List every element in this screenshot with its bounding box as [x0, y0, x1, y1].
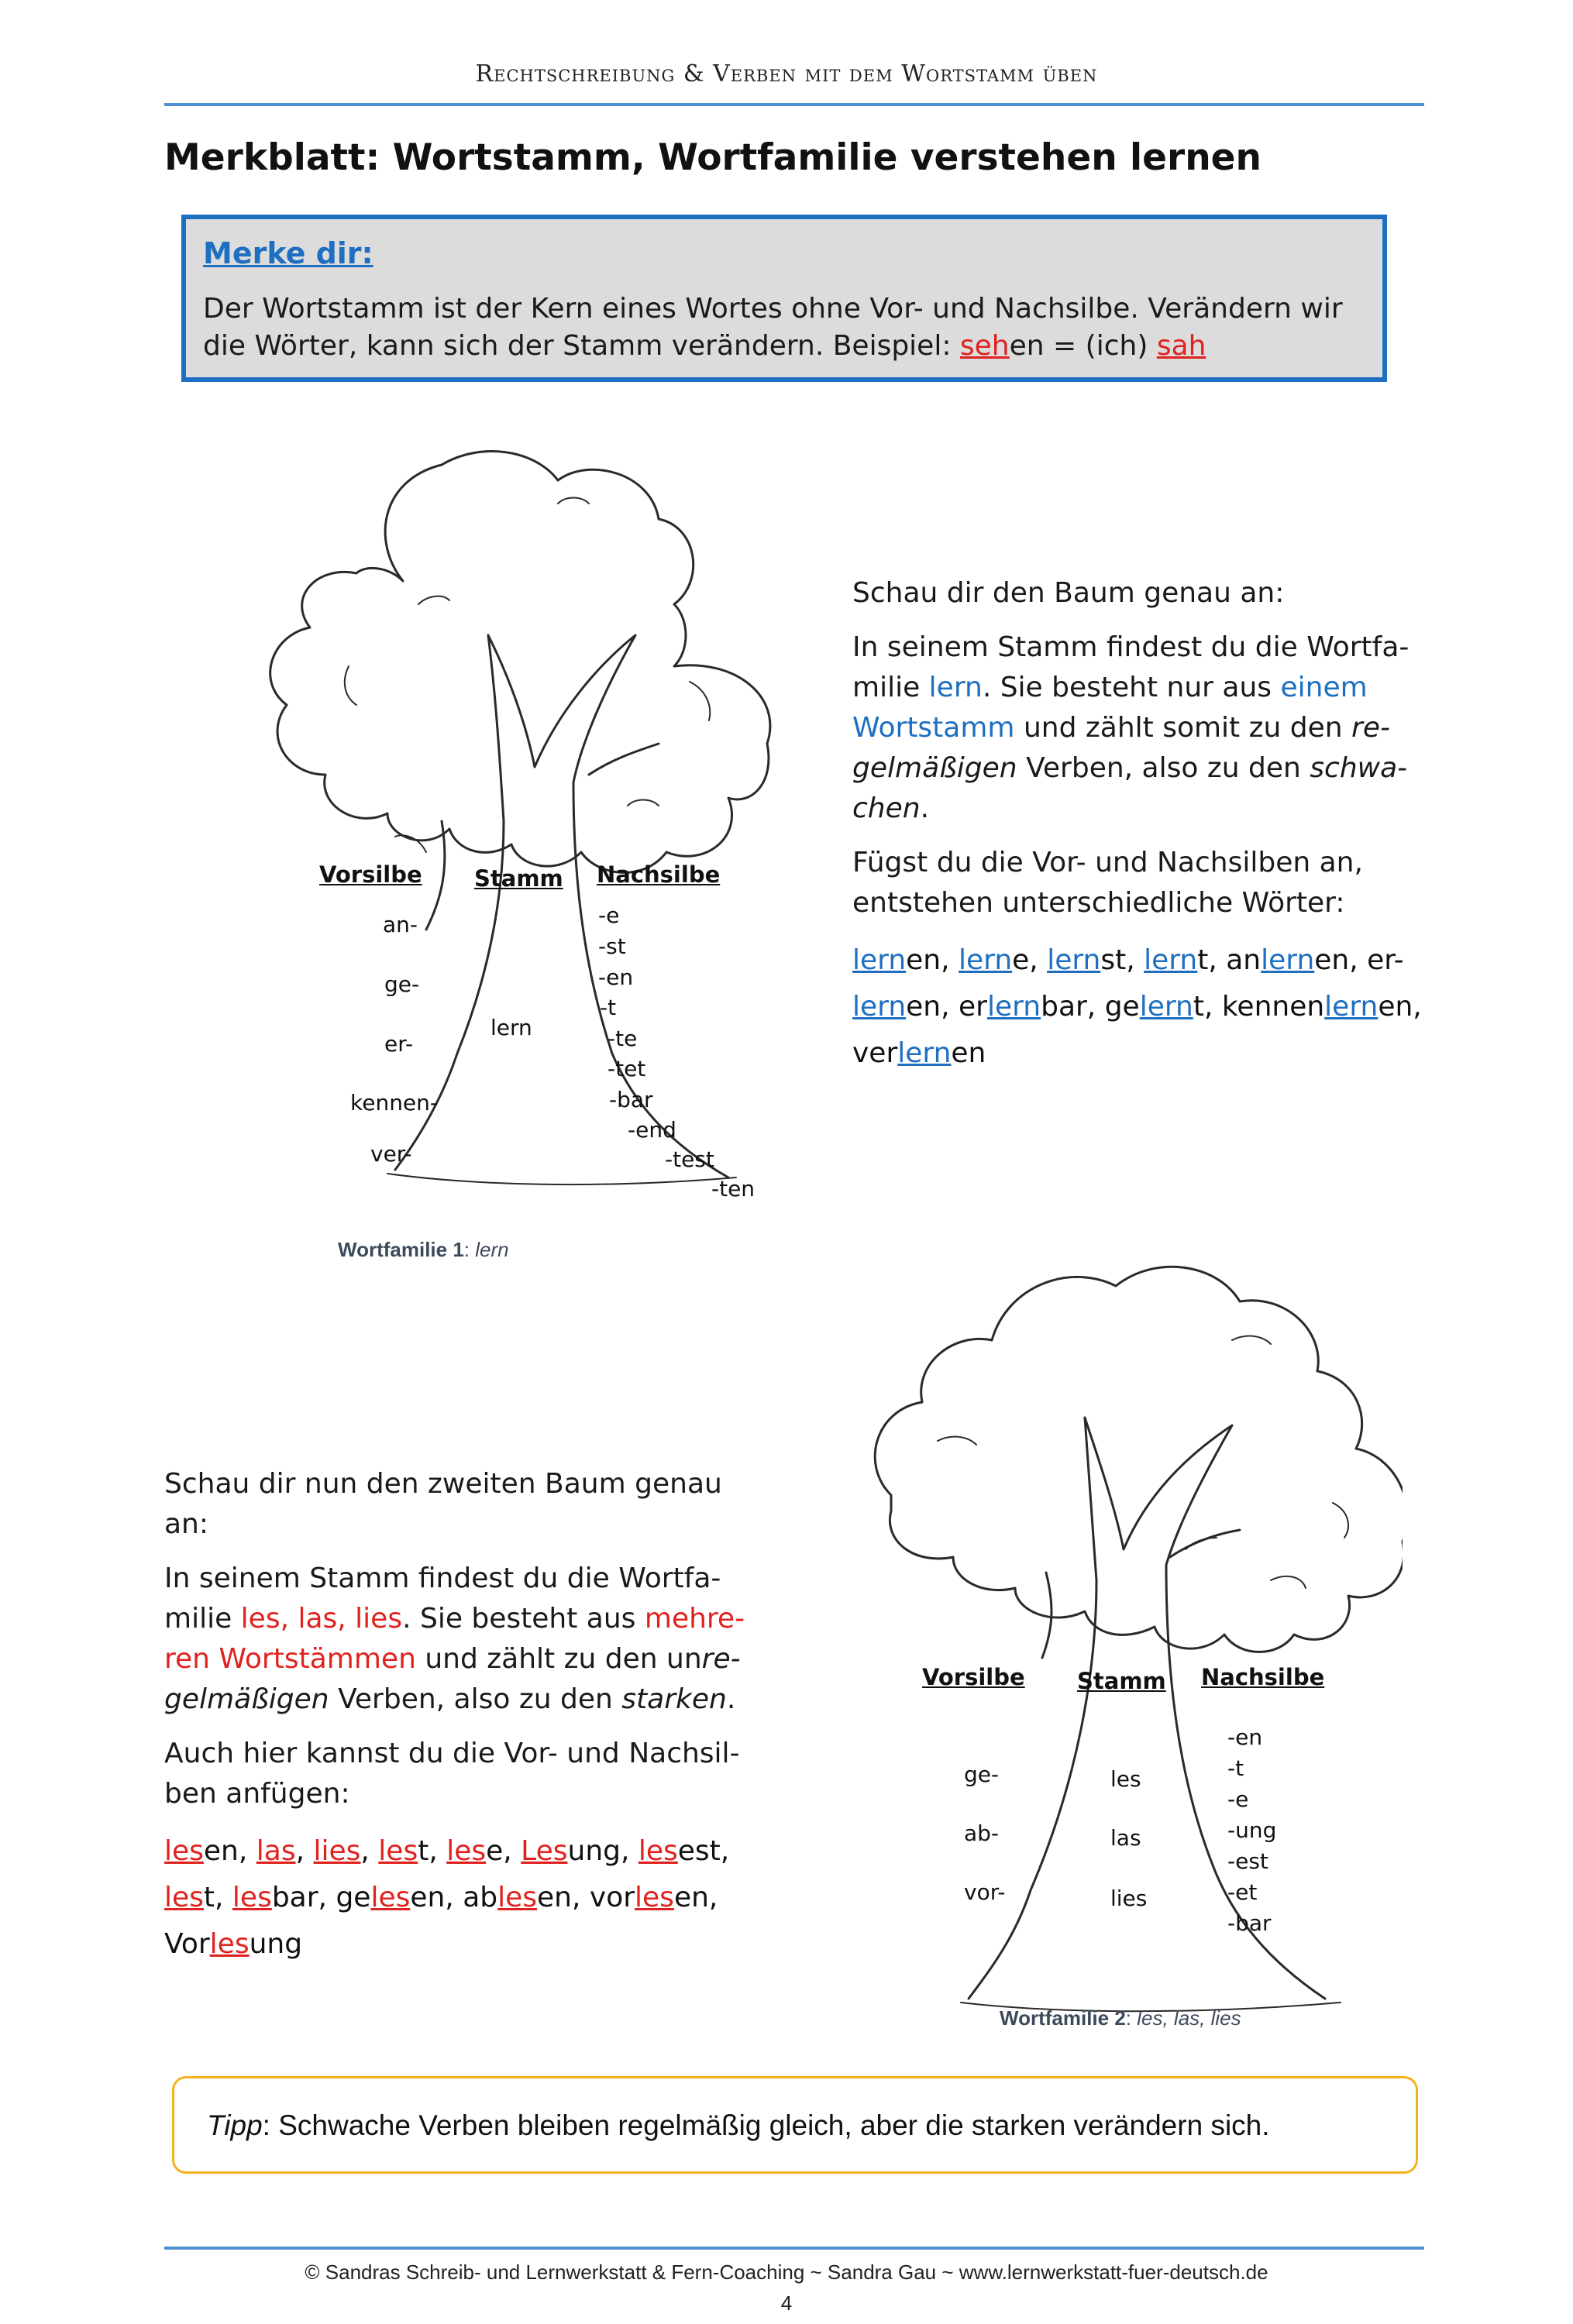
header-title: Rechtschreibung & Verben mit dem Wortstamm üben — [475, 60, 1098, 88]
text1-p2-reg: re-gelmäßigen — [852, 712, 1390, 784]
text1-p1: Schau dir den Baum genau an: — [852, 577, 1285, 609]
text1-p2-schw: schwa-chen — [852, 752, 1408, 824]
merke-text-main: Der Wortstamm ist der Kern eines Wortes ohne Vor- und Nachsilbe. Verändern wir die Wörter, kann sich der Stamm verändern. Beispiel: — [203, 293, 1343, 362]
tree2-suffix: -et — [1227, 1879, 1258, 1905]
word-stem: lern — [959, 944, 1013, 976]
tree1-prefix: ver- — [370, 1141, 412, 1167]
word-suf: t, — [203, 1882, 232, 1913]
word-pre: kennen — [1221, 991, 1325, 1023]
word-form — [164, 1882, 232, 1913]
word-stem: les — [209, 1928, 250, 1960]
text1-p2-d: Verben, also zu den — [1017, 752, 1310, 784]
word-stem: les — [232, 1882, 272, 1913]
text1-p2-e: . — [920, 792, 930, 824]
word-form — [446, 1835, 521, 1867]
tree1-caption-bold: Wortfamilie 1 — [338, 1238, 464, 1261]
text1-p2-b: . Sie besteht nur aus — [982, 672, 1281, 703]
tree2-head-vorsilbe: Vorsilbe — [922, 1664, 1025, 1690]
merke-title: Merke dir: — [203, 236, 373, 270]
tree2-prefix: vor- — [964, 1879, 1006, 1905]
footer-text: © Sandras Schreib- und Lernwerkstatt & Fern-Coaching ~ Sandra Gau ~ www.lernwerkstatt-fuer-deutsch.de — [305, 2260, 1268, 2284]
text1-p2-lern: lern — [928, 672, 983, 703]
word-suf: bar, — [271, 1882, 336, 1913]
tree1-caption — [338, 1238, 509, 1262]
tree2-prefix: ab- — [964, 1820, 1000, 1846]
word-pre: ge — [336, 1882, 371, 1913]
word-suf: e, — [1012, 944, 1048, 976]
tree1-head-stamm: Stamm — [474, 865, 563, 892]
word-stem: lern — [1261, 944, 1315, 976]
word-form — [590, 1882, 718, 1913]
text1-block — [852, 573, 1426, 1077]
tree1-suffix: -st — [598, 933, 626, 959]
page-number: 4 — [780, 2291, 793, 2315]
word-pre: ge — [1104, 991, 1140, 1023]
word-suf: en, — [203, 1835, 256, 1867]
word-stem: les — [446, 1835, 487, 1867]
tree1-head-nachsilbe: Nachsilbe — [597, 861, 721, 888]
word-suf: en, — [1378, 991, 1422, 1023]
word-pre: ab — [463, 1882, 498, 1913]
tree2-caption — [1000, 2006, 1241, 2030]
word-stem: lern — [897, 1037, 952, 1069]
tree2-caption-bold: Wortfamilie 2 — [1000, 2006, 1126, 2030]
header-divider — [164, 103, 1424, 106]
word-form — [852, 1037, 986, 1069]
word-stem: les — [378, 1835, 418, 1867]
word-stem: Les — [521, 1835, 568, 1867]
tree2-caption-sep: : — [1125, 2006, 1138, 2030]
word-form — [463, 1882, 590, 1913]
tree1-suffix: -en — [598, 964, 634, 990]
merke-box — [181, 215, 1387, 382]
tree2-suffix: -ung — [1227, 1817, 1277, 1843]
tree1-prefix: kennen- — [350, 1090, 439, 1116]
word-pre: an — [1226, 944, 1261, 976]
word-form — [638, 1835, 729, 1867]
text1-p2-a: In seinem Stamm findest du die Wortfa-milie — [852, 631, 1410, 703]
word-suf: en, er- — [1314, 944, 1404, 976]
tree1-suffix: -bar — [609, 1087, 653, 1112]
text2-p2-a: In seinem Stamm findest du die Wortfa-milie — [164, 1563, 721, 1635]
word-suf: ung — [249, 1928, 303, 1960]
word-form — [852, 944, 959, 976]
word-suf: , — [295, 1835, 314, 1867]
tree2-suffix: -bar — [1227, 1910, 1272, 1936]
merke-example-rest: en = (ich) — [1009, 330, 1157, 362]
tree-1-drawing — [194, 434, 783, 1239]
text2-block — [164, 1464, 769, 1968]
word-stem: lern — [852, 944, 907, 976]
tipp-body: : Schwache Verben bleiben regelmäßig gleich, aber die starken verändern sich. — [262, 2109, 1270, 2141]
word-suf: t, — [1197, 944, 1227, 976]
word-form — [959, 991, 1105, 1023]
tree2-head-nachsilbe: Nachsilbe — [1201, 1664, 1325, 1690]
text2-p2-b: . Sie besteht aus — [402, 1603, 645, 1635]
text2-p1: Schau dir nun den zweiten Baum genau an: — [164, 1468, 722, 1540]
word-stem: lern — [1144, 944, 1198, 976]
word-stem: lern — [1047, 944, 1101, 976]
word-suf: e, — [486, 1835, 521, 1867]
text1-word-list — [852, 937, 1426, 1077]
word-form — [1222, 991, 1422, 1023]
tree1-head-vorsilbe: Vorsilbe — [319, 861, 422, 888]
text2-p2-stark: starken — [621, 1683, 727, 1715]
tree1-prefix: an- — [383, 912, 418, 937]
word-form — [256, 1835, 314, 1867]
word-stem: les — [638, 1835, 678, 1867]
word-form — [1047, 944, 1144, 976]
word-stem: les — [164, 1835, 204, 1867]
word-stem: les — [164, 1882, 204, 1913]
text2-p2-mehr: mehre-ren Wortstämmen — [164, 1603, 745, 1675]
word-form — [521, 1835, 638, 1867]
tree2-prefix: ge- — [964, 1762, 1000, 1787]
tipp-text — [207, 2109, 1270, 2142]
tree2-suffix: -en — [1227, 1724, 1263, 1750]
word-form — [1105, 991, 1222, 1023]
word-form — [164, 1928, 302, 1960]
word-form — [378, 1835, 446, 1867]
tree2-head-stamm: Stamm — [1077, 1668, 1166, 1694]
word-suf: en, — [537, 1882, 590, 1913]
tree2-caption-italic: les, las, lies — [1137, 2006, 1241, 2030]
word-suf: t, — [1193, 991, 1222, 1023]
word-suf: en, — [906, 991, 959, 1023]
tree-2-drawing — [798, 1239, 1403, 2030]
merke-text — [203, 290, 1373, 365]
text2-p2 — [164, 1559, 769, 1720]
text2-p2-d: Verben, also zu den — [329, 1683, 622, 1715]
merke-example-sah: sah — [1156, 330, 1206, 362]
word-suf: bar, — [1041, 991, 1105, 1023]
text2-p3: Auch hier kannst du die Vor- und Nachsil-ben anfügen: — [164, 1738, 740, 1810]
word-stem: lern — [1324, 991, 1379, 1023]
word-stem: lern — [852, 991, 907, 1023]
text1-p2-einem: einem Wortstamm — [852, 672, 1368, 744]
text1-p2 — [852, 627, 1426, 829]
word-suf: est, — [677, 1835, 730, 1867]
word-form — [959, 944, 1047, 976]
tree1-suffix: -ten — [711, 1176, 756, 1202]
merke-example-stem: seh — [959, 330, 1010, 362]
tipp-label: Tipp — [207, 2109, 263, 2141]
text2-p2-c: und zählt zu den un — [415, 1643, 702, 1675]
word-suf: t, — [418, 1835, 447, 1867]
tree2-suffix: -est — [1227, 1848, 1268, 1874]
tree1-suffix: -te — [608, 1026, 638, 1051]
word-suf: st, — [1100, 944, 1144, 976]
tree2-stem: les — [1110, 1766, 1141, 1792]
text1-p2-c: und zählt somit zu den — [1014, 712, 1352, 744]
tree1-suffix: -end — [628, 1117, 676, 1143]
word-stem: les — [497, 1882, 538, 1913]
word-stem: lern — [1139, 991, 1193, 1023]
tree2-stem: las — [1110, 1825, 1141, 1851]
footer-divider — [164, 2247, 1424, 2250]
word-suf: , — [360, 1835, 379, 1867]
word-stem: las — [256, 1835, 296, 1867]
tree1-caption-sep: : — [463, 1238, 476, 1261]
word-stem: lern — [986, 991, 1041, 1023]
tree2-suffix: -e — [1227, 1786, 1249, 1812]
word-stem: les — [370, 1882, 411, 1913]
text1-p3: Fügst du die Vor- und Nachsilben an, entstehen unterschiedliche Wörter: — [852, 847, 1363, 919]
word-form — [1144, 944, 1226, 976]
tree1-suffix: -e — [598, 902, 620, 928]
tree1-suffix: -t — [600, 995, 617, 1020]
text2-p2-reg: re-gelmäßigen — [164, 1643, 741, 1715]
word-stem: les — [635, 1882, 674, 1913]
word-pre: Vor — [164, 1928, 210, 1960]
word-suf: en, — [906, 944, 959, 976]
text2-p2-stems: les, las, lies — [240, 1603, 403, 1635]
tree1-suffix: -test — [665, 1147, 714, 1172]
word-form — [313, 1835, 378, 1867]
word-suf: en — [951, 1037, 986, 1069]
tipp-box — [172, 2076, 1418, 2174]
word-pre: vor — [589, 1882, 635, 1913]
tree1-caption-italic: lern — [475, 1238, 509, 1261]
page-title: Merkblatt: Wortstamm, Wortfamilie verstehen lernen — [164, 136, 1262, 179]
tree2-suffix: -t — [1227, 1755, 1244, 1781]
word-form — [852, 991, 959, 1023]
word-form — [164, 1835, 256, 1867]
tree2-stem: lies — [1110, 1886, 1148, 1911]
word-pre: ver — [852, 1037, 898, 1069]
word-suf: en, — [673, 1882, 718, 1913]
word-suf: en, — [410, 1882, 463, 1913]
tree1-stem: lern — [490, 1015, 532, 1040]
word-form — [232, 1882, 336, 1913]
tree1-prefix: er- — [384, 1031, 414, 1057]
word-form — [1226, 944, 1404, 976]
word-pre: er — [959, 991, 987, 1023]
text2-p2-e: . — [726, 1683, 736, 1715]
tree1-prefix: ge- — [384, 971, 420, 997]
word-form — [336, 1882, 463, 1913]
text2-word-list — [164, 1828, 769, 1968]
tree1-suffix: -tet — [608, 1056, 646, 1081]
word-suf: ung, — [567, 1835, 638, 1867]
word-stem: lies — [313, 1835, 361, 1867]
